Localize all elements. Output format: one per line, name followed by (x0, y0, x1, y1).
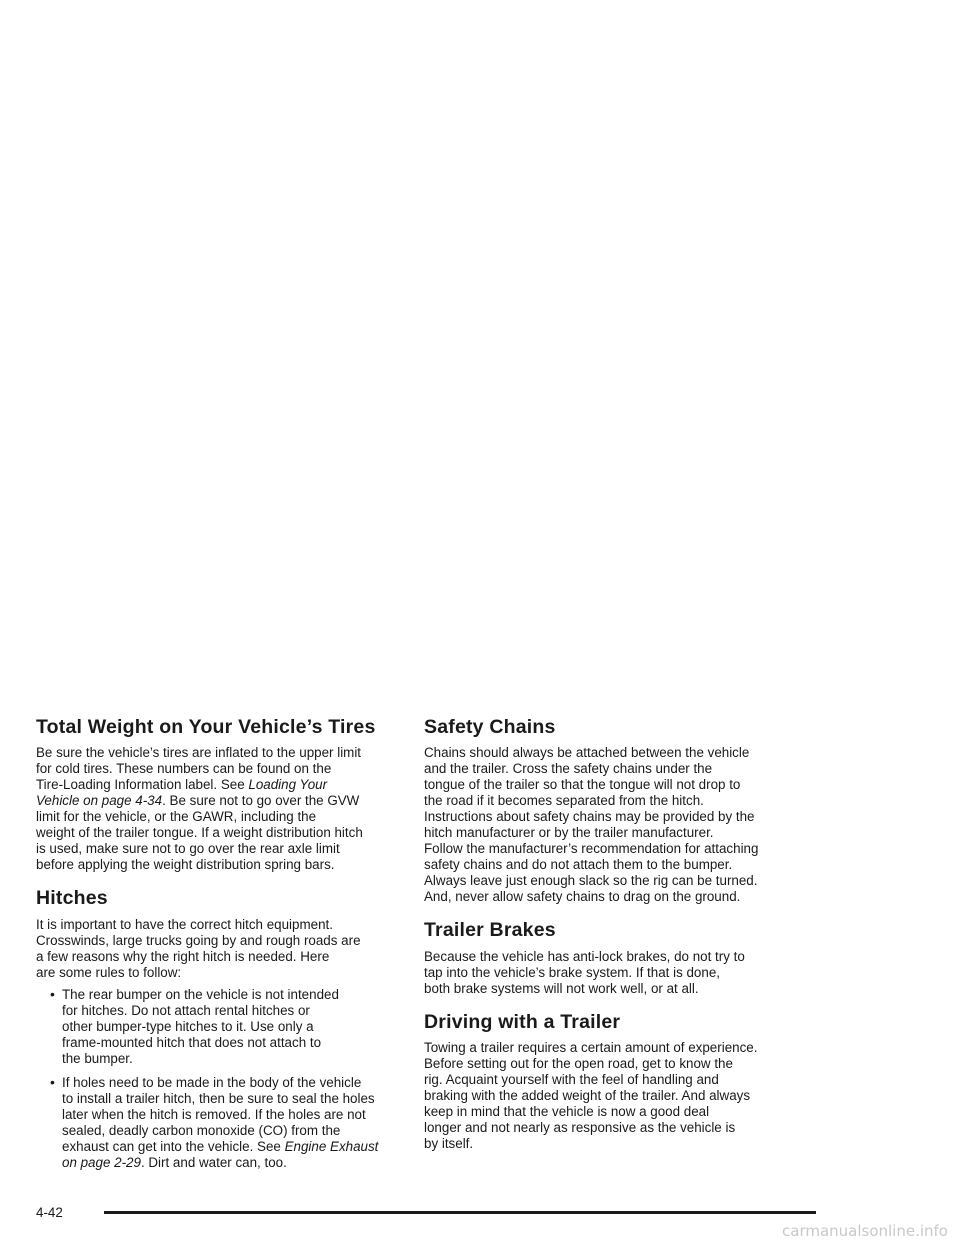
paragraph-safety-chains: Chains should always be attached between the vehicle and the trailer. Cross the safety chains under the tongue of the trailer so that the tongue will not drop to the road if it becomes separated from the hitch. Instructions about safety chains may be provided by the hitch manufacturer or by the trailer manufacturer. Follow the manufacturer’s recommendation for attaching safety chains and do not attach them to the bumper. Always leave just enough slack so the rig can be turned. And, never allow safety chains to drag on the ground. (424, 745, 759, 905)
section-driving-with-trailer (424, 1011, 788, 1152)
heading-trailer-brakes: Trailer Brakes (424, 919, 556, 942)
bullet-text-holes (62, 1075, 378, 1170)
heading-total-weight: Total Weight on Your Vehicle’s Tires (36, 716, 376, 738)
holes-text-a: If holes need to be made in the body of the vehicle to install a trailer hitch, then be sure to seal the holes later when the hitch is removed. If the holes are not sealed, deadly carbon monoxide (CO) from the exhaust can get into the vehicle. See (62, 1074, 375, 1154)
page-footer (36, 1203, 780, 1223)
paragraph-hitches-intro: It is important to have the correct hitch equipment. Crosswinds, large trucks going by and rough roads are a few reasons why the right hitch is needed. Here are some rules to follow: (36, 916, 361, 980)
heading-safety-chains: Safety Chains (424, 716, 556, 738)
total-weight-text-b: . Be sure not to go over the GVW limit for the vehicle, or the GAWR, including the weight of the trailer tongue. If a weight distribution hitch is used, make sure not to go over the rear axle limit before applying the weight distribution spring bars. (36, 793, 363, 873)
right-column (424, 716, 788, 1166)
paragraph-driving-with-trailer: Towing a trailer requires a certain amount of experience. Before setting out for the open road, get to know the rig. Acquaint yourself with the feel of handling and braking with the added weight of the trailer. And always keep in mind that the vehicle is now a good deal longer and not nearly as responsive as the vehicle is by itself. (424, 1040, 758, 1152)
heading-hitches: Hitches (36, 887, 108, 910)
left-column (36, 716, 396, 1185)
section-hitches (36, 887, 396, 1170)
paragraph-trailer-brakes: Because the vehicle has anti-lock brakes, do not try to tap into the vehicle’s brake system. If that is done, both brake systems will not work well, or at all. (424, 948, 745, 996)
bullet-icon: • (50, 1073, 55, 1090)
section-trailer-brakes (424, 919, 788, 996)
hitches-bullet-list (36, 987, 396, 1171)
list-item (36, 987, 396, 1067)
link-loading-your-vehicle[interactable]: Loading Your Vehicle on page 4-34 (36, 777, 328, 809)
total-weight-text-a: Be sure the vehicle’s tires are inflated to the upper limit for cold tires. These numbers can be found on the Tire-Loading Information label. See (36, 745, 362, 793)
paragraph-total-weight (36, 745, 396, 873)
heading-driving-with-trailer: Driving with a Trailer (424, 1010, 621, 1033)
page-number: 4-42 (36, 1205, 63, 1220)
watermark: carmanualsonline.info (782, 1222, 948, 1240)
section-safety-chains (424, 716, 788, 905)
link-engine-exhaust[interactable]: Engine Exhaust on page 2-29 (62, 1138, 379, 1170)
section-total-weight (36, 716, 396, 873)
bullet-text-rear-bumper: The rear bumper on the vehicle is not intended for hitches. Do not attach rental hitches or other bumper-type hitches to it. Use only a frame-mounted hitch that does not attach to the bumper. (62, 986, 339, 1066)
footer-divider (104, 1211, 816, 1214)
list-item (36, 1075, 396, 1171)
holes-text-b: . Dirt and water can, too. (140, 1154, 287, 1170)
bullet-icon: • (50, 985, 55, 1002)
